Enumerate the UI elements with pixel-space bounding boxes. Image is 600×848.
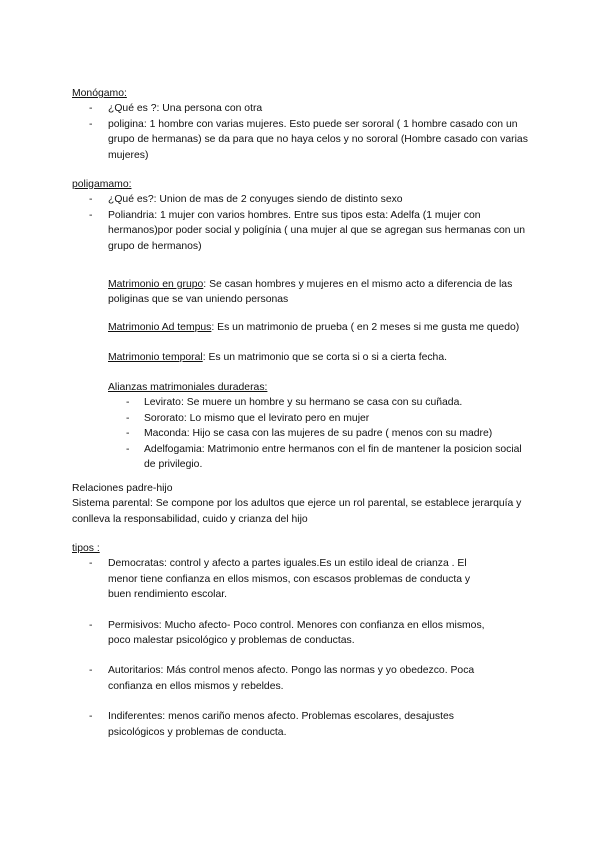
heading-relaciones: Relaciones padre-hijo [72, 483, 173, 494]
paragraph-matrimonio-adtempus [72, 320, 532, 335]
list-item: - Democratas: control y afecto a partes iguales.Es un estilo ideal de crianza . El menor tiene confianza en ellos mismos, con escasos problemas de conducta y buen rendimiento escolar. [72, 556, 496, 602]
list-item: - Sororato: Lo mismo que el levirato pero en mujer [72, 411, 532, 426]
list-item: - Adelfogamia: Matrimonio entre hermanos con el fin de mantener la posicion social de privilegio. [72, 442, 532, 473]
list-monogamo [72, 101, 532, 163]
list-item: - ¿Qué es ?: Una persona con otra [72, 101, 532, 116]
list-item: - ¿Qué es?: Union de mas de 2 conyuges siendo de distinto sexo [72, 192, 532, 207]
term-matrimonio-temporal: Matrimonio temporal [108, 352, 203, 363]
section-tipos [72, 541, 532, 740]
heading-poligamo: poligamamo: [72, 179, 132, 190]
definition-matrimonio-grupo: : Se casan hombres y mujeres en el mismo acto a diferencia de las poliginas que se van uniendo personas [108, 279, 513, 306]
heading-alianzas: Alianzas matrimoniales duraderas: [108, 382, 268, 393]
list-tipos [72, 556, 496, 740]
list-poligamo [72, 192, 532, 254]
list-item: - Maconda: Hijo se casa con las mujeres de su padre ( menos con su madre) [72, 426, 532, 441]
section-poligamo [72, 177, 532, 254]
list-alianzas [72, 395, 532, 472]
term-matrimonio-grupo: Matrimonio en grupo [108, 279, 204, 290]
list-item: - poligina: 1 hombre con varias mujeres. Esto puede ser sororal ( 1 hombre casado con un grupo de hermanas) se da para que no haya celos y no sororal (Hombre casado con varias mujeres) [72, 117, 532, 163]
section-relaciones [72, 481, 532, 527]
paragraph-matrimonio-grupo [72, 277, 532, 308]
definition-matrimonio-adtempus: : Es un matrimonio de prueba ( en 2 meses si me gusta me quedo) [211, 322, 520, 333]
list-item: - Permisivos: Mucho afecto- Poco control. Menores con confianza en ellos mismos, poco malestar psicológico y problemas de conductas. [72, 618, 496, 649]
list-item: - Poliandria: 1 mujer con varios hombres. Entre sus tipos esta: Adelfa (1 mujer con hermanos)por poder social y poligínia ( una mujer al que se agregan sus hermanas con un grupo de hermanos) [72, 208, 532, 254]
heading-tipos: tipos : [72, 543, 100, 554]
list-item: - Indiferentes: menos cariño menos afecto. Problemas escolares, desajustes psicológicos y problemas de conducta. [72, 709, 496, 740]
definition-matrimonio-temporal: : Es un matrimonio que se corta si o si a cierta fecha. [202, 352, 447, 363]
list-item: - Autoritarios: Más control menos afecto. Pongo las normas y yo obedezco. Poca confianza en ellos mismos y rebeldes. [72, 663, 496, 694]
paragraph-sistema-parental: Sistema parental: Se compone por los adultos que ejerce un rol parental, se establece jerarquía y conlleva la responsabilidad, cuido y crianza del hijo [72, 498, 522, 525]
section-monogamo [72, 86, 532, 163]
heading-monogamo: Monógamo: [72, 88, 127, 99]
term-matrimonio-adtempus: Matrimonio Ad tempus [108, 322, 212, 333]
section-alianzas [72, 380, 532, 472]
list-item: - Levirato: Se muere un hombre y su hermano se casa con su cuñada. [72, 395, 532, 410]
paragraph-matrimonio-temporal [72, 350, 532, 365]
